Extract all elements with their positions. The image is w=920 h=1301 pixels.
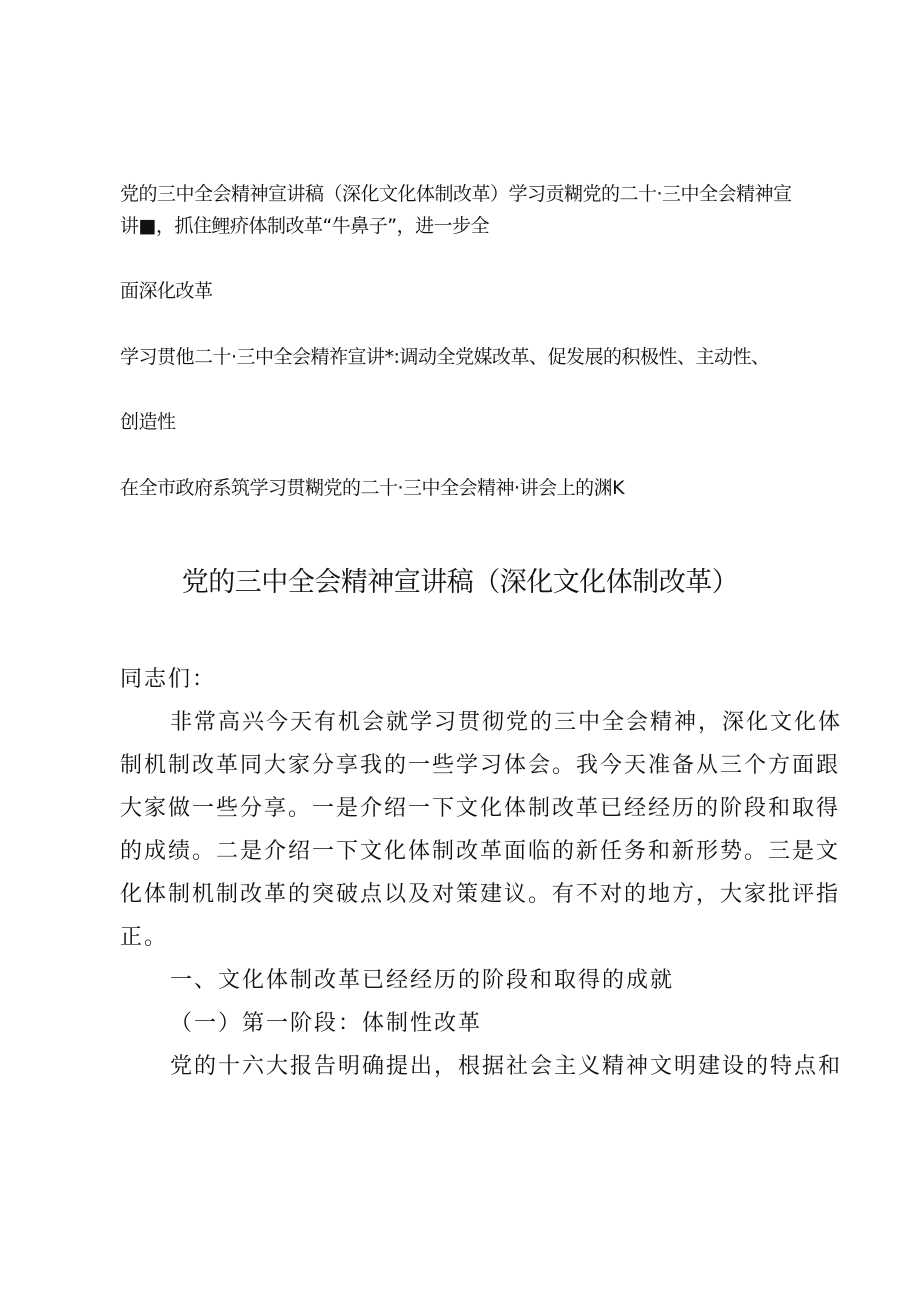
paragraph-1-line-4: 的成绩。二是介绍一下文化体制改革面临的新任务和新形势。三是文: [120, 839, 841, 864]
document-title: 党的三中全会精神宣讲稿（深化文化体制改革）: [181, 567, 739, 598]
toc-entry-1-line-3: 面深化改革: [120, 280, 213, 302]
toc-entry-1-line-2: 讲■，抓住鲤疥体制改革“牛鼻子”，进一步全: [120, 215, 490, 237]
paragraph-1-line-1: 非常高兴今天有机会就学习贯彻党的三中全会精神，深化文化体: [170, 710, 843, 735]
toc-entry-2-line-1: 学习贯他二十·三中全会精祚宣讲*:调动全党媒改革、促发展的积极性、主动性、: [120, 346, 770, 368]
paragraph-2-line-1: 党的十六大报告明确提出，根据社会主义精神文明建设的特点和: [170, 1054, 843, 1079]
salutation: 同志们：: [120, 667, 217, 692]
paragraph-1-line-2: 制机制改革同大家分享我的一些学习体会。我今天准备从三个方面跟: [120, 753, 841, 778]
toc-entry-2-line-2: 创造性: [120, 411, 176, 433]
toc-entry-3-line-1: 在全市政府系筑学习贯糊党的二十·三中全会精神·讲会上的渊K: [120, 477, 625, 499]
toc-entry-1-line-1: 党的三中全会精神宣讲稿（深化文化体制改革）学习贡糊党的二十·三中全会精神宣: [120, 183, 792, 205]
section-heading-1: 一、文化体制改革已经经历的阶段和取得的成就: [170, 968, 675, 993]
paragraph-1-line-5: 化体制机制改革的突破点以及对策建议。有不对的地方，大家批评指: [120, 882, 841, 907]
subsection-heading-1: （一）第一阶段：体制性改革: [170, 1011, 483, 1036]
paragraph-1-line-6: 正。: [120, 925, 169, 950]
paragraph-1-line-3: 大家做一些分享。一是介绍一下文化体制改革已经经历的阶段和取得: [120, 796, 841, 821]
